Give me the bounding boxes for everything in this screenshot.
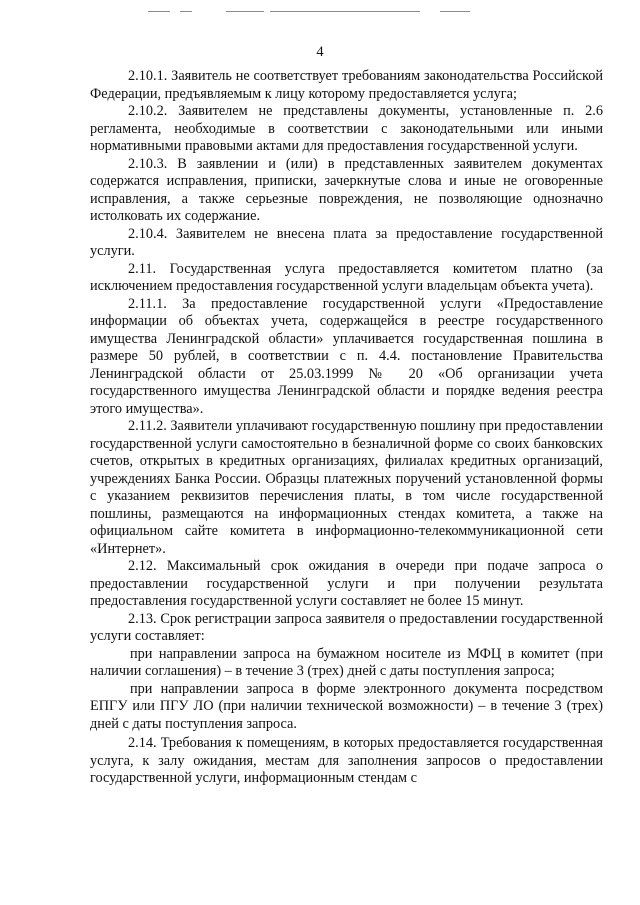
paragraph-2-12: 2.12. Максимальный срок ожидания в очереди при подаче запроса о предоставлении государственной услуги и при получении результата предоставления государственной услуги составляет не более 15 минут. — [90, 558, 603, 609]
scan-artifact-line — [440, 11, 470, 12]
paragraph-2-14: 2.14. Требования к помещениям, в которых предоставляется государственная услуга, к залу ожидания, местам для заполнения запросов о предоставлении государственной услуги, информационным стендам с — [90, 735, 603, 786]
scan-artifact-line — [226, 11, 264, 12]
paragraph-2-13-electronic: при направлении запроса в форме электронного документа посредством ЕПГУ или ПГУ ЛО (при наличии технической возможности) – в течение 3 (трех) дней с даты поступления запроса. — [90, 680, 603, 732]
paragraph-2-10-3: 2.10.3. В заявлении и (или) в представленных заявителем документах содержатся исправления, приписки, зачеркнутые слова и иные не оговоренные исправления, а также серьезные повреждения, не позволяющие однозначно истолковать их содержание. — [90, 155, 603, 224]
scan-artifact-line — [270, 11, 420, 12]
scan-artifact-line — [148, 11, 170, 12]
paragraph-2-10-2: 2.10.2. Заявителем не представлены документы, установленные п. 2.6 регламента, необходимые в соответствии с законодательными или иными нормативными правовыми актами для предоставления государственной услуги. — [90, 103, 603, 154]
paragraph-2-10-4: 2.10.4. Заявителем не внесена плата за предоставление государственной услуги. — [90, 225, 603, 259]
paragraph-2-10-1: 2.10.1. Заявитель не соответствует требованиям законодательства Российской Федерации, предъявляемым к лицу которому предоставляется услуга; — [90, 68, 603, 102]
paragraph-2-13: 2.13. Срок регистрации запроса заявителя о предоставлении государственной услуги составляет: — [90, 610, 603, 644]
scan-artifact-line — [180, 11, 192, 12]
page-number: 4 — [316, 44, 324, 60]
paragraph-2-11: 2.11. Государственная услуга предоставляется комитетом платно (за исключением предоставления государственной услуги владельцам объекта учета). — [90, 260, 603, 294]
paragraph-2-11-1: 2.11.1. За предоставление государственной услуги «Предоставление информации об объектах учета, содержащейся в реестре государственного имущества Ленинградской области» уплачивается государственная пошлина в размере 50 рублей, в соответствии с п. 4.4. постановление Правительства Ленинградской области от 25.03.1999 № 20 «Об организации учета государственного имущества Ленинградской области и порядке ведения реестра этого имущества». — [90, 295, 603, 417]
paragraph-2-11-2: 2.11.2. Заявители уплачивают государственную пошлину при предоставлении государственной услуги самостоятельно в безналичной форме со своих банковских счетов, открытых в кредитных организациях, филиалах кредитных организаций, учреждениях Банка России. Образцы платежных поручений установленной формы с указанием реквизитов перечисления платы, в том числе государственной пошлины, размещаются на информационных стендах комитета, а также на официальном сайте комитета в информационно-телекоммуникационной сети «Интернет». — [90, 418, 603, 557]
paragraph-2-13-paper: при направлении запроса на бумажном носителе из МФЦ в комитет (при наличии соглашения) – в течение 3 (трех) дней с даты поступления запроса; — [90, 645, 603, 679]
document-body — [90, 68, 603, 788]
